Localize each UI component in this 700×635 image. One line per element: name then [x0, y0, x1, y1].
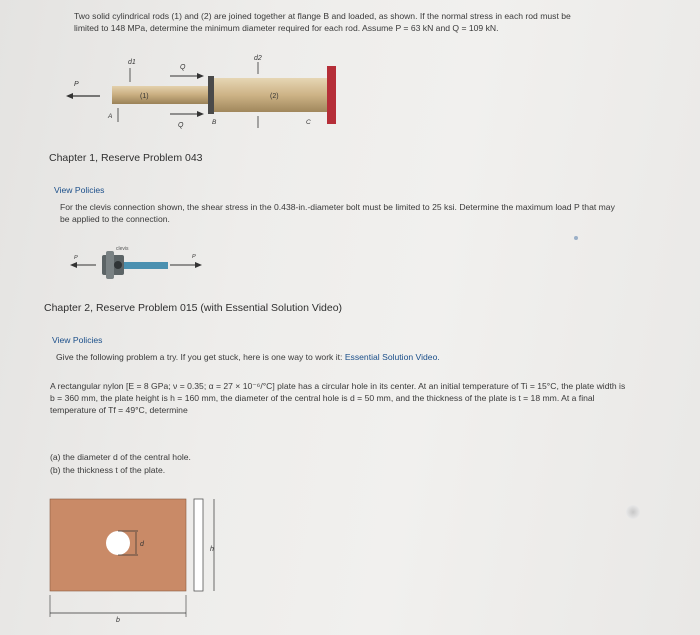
- small-dot: [574, 236, 578, 240]
- view-policies-link-1[interactable]: View Policies: [54, 185, 105, 195]
- wall-c: [327, 66, 336, 124]
- q-top-label: Q: [180, 64, 186, 71]
- rods-figure: [60, 52, 380, 152]
- p-label: P: [74, 81, 79, 88]
- bolt: [114, 261, 122, 269]
- plate-figure: [38, 495, 228, 625]
- c-label: C: [306, 119, 311, 126]
- problem2-statement: For the clevis connection shown, the shear stress in the 0.438-in.-diameter bolt must be limited to 25 ksi. Determine the maximum load P that may be applied to the connection.: [60, 202, 615, 224]
- clevis-label: clevis: [116, 246, 129, 252]
- h-label: h: [210, 546, 214, 553]
- blur-spot: [626, 505, 640, 519]
- b-label: B: [212, 119, 217, 126]
- plate-side-view: [194, 499, 203, 591]
- a-label: A: [108, 113, 113, 120]
- hint-prefix: Give the following problem a try. If you get stuck, here is one way to work it:: [56, 352, 345, 362]
- d-label: d: [140, 541, 144, 548]
- plate-bar: [124, 262, 168, 269]
- d1-label: d1: [128, 59, 136, 66]
- part-b: (b) the thickness t of the plate.: [50, 465, 166, 475]
- q-bottom-label: Q: [178, 122, 184, 129]
- d2-label: d2: [254, 55, 262, 62]
- flange-b: [208, 76, 214, 114]
- hint-text: [56, 351, 616, 363]
- central-hole: [106, 531, 130, 555]
- rod1-label: (1): [140, 93, 149, 100]
- part-a: (a) the diameter d of the central hole.: [50, 452, 191, 462]
- p-arrowhead: [66, 93, 73, 99]
- problem3-statement: A rectangular nylon [E = 8 GPa; ν = 0.35; α = 27 × 10⁻⁶/°C] plate has a circular hole in its center. At an initial temperature of Ti = 15°C, the plate width is b = 360 mm, the plate height is h = 160 mm, the diameter of the central hole is d = 50 mm, and the thickness of the plate is t = 18 mm. At a final temperature of Tf = 49°C, determine: [50, 381, 626, 415]
- problem1-statement: Two solid cylindrical rods (1) and (2) are joined together at flange B and loaded, as shown. If the normal stress in each rod must be limited to 148 MPa, determine the minimum diameter required for each rod. Assume P = 63 kN and Q = 109 kN.: [74, 11, 571, 33]
- essential-solution-video-link[interactable]: Essential Solution Video.: [344, 352, 440, 362]
- chapter2-heading: Chapter 2, Reserve Problem 015 (with Essential Solution Video): [44, 302, 343, 314]
- p-right-label: P: [192, 254, 196, 260]
- clevis-figure: [66, 243, 216, 283]
- chapter1-heading: Chapter 1, Reserve Problem 043: [49, 152, 203, 164]
- rod-1: [112, 86, 208, 104]
- b-label: b: [116, 617, 120, 624]
- view-policies-link-2[interactable]: View Policies: [52, 335, 103, 345]
- rod2-label: (2): [270, 93, 279, 100]
- p-left-label: P: [74, 255, 78, 261]
